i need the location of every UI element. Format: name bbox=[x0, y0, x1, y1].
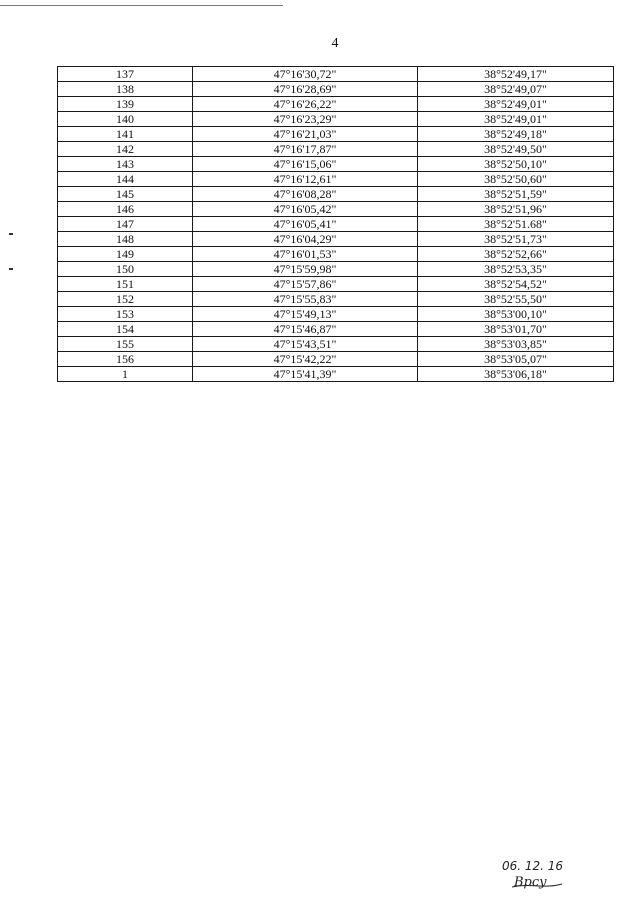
latitude-cell: 47°16'05,42" bbox=[193, 202, 418, 217]
latitude-cell: 47°16'15,06" bbox=[193, 157, 418, 172]
table-row bbox=[58, 187, 614, 202]
point-number-cell: 137 bbox=[58, 67, 193, 82]
latitude-cell: 47°16'05,41" bbox=[193, 217, 418, 232]
latitude-cell: 47°16'28,69" bbox=[193, 82, 418, 97]
table-row bbox=[58, 247, 614, 262]
table-row bbox=[58, 157, 614, 172]
table-row bbox=[58, 172, 614, 187]
latitude-cell: 47°16'12,61" bbox=[193, 172, 418, 187]
point-number-cell: 144 bbox=[58, 172, 193, 187]
signature-date: 06. 12. 16 bbox=[502, 859, 564, 873]
coordinates-table bbox=[57, 66, 614, 382]
longitude-cell: 38°53'05,07" bbox=[418, 352, 614, 367]
point-number-cell: 143 bbox=[58, 157, 193, 172]
table-row bbox=[58, 352, 614, 367]
point-number-cell: 155 bbox=[58, 337, 193, 352]
point-number-cell: 140 bbox=[58, 112, 193, 127]
longitude-cell: 38°52'53,35" bbox=[418, 262, 614, 277]
table-row bbox=[58, 82, 614, 97]
latitude-cell: 47°16'08,28" bbox=[193, 187, 418, 202]
longitude-cell: 38°52'51,59" bbox=[418, 187, 614, 202]
latitude-cell: 47°16'26,22" bbox=[193, 97, 418, 112]
table-row bbox=[58, 232, 614, 247]
point-number-cell: 139 bbox=[58, 97, 193, 112]
table-row bbox=[58, 292, 614, 307]
table-row bbox=[58, 262, 614, 277]
latitude-cell: 47°15'43,51" bbox=[193, 337, 418, 352]
point-number-cell: 150 bbox=[58, 262, 193, 277]
handwritten-signature bbox=[500, 856, 600, 890]
longitude-cell: 38°52'49,07" bbox=[418, 82, 614, 97]
table-row bbox=[58, 217, 614, 232]
table-row bbox=[58, 112, 614, 127]
longitude-cell: 38°52'51,96" bbox=[418, 202, 614, 217]
longitude-cell: 38°52'54,52" bbox=[418, 277, 614, 292]
latitude-cell: 47°16'21,03" bbox=[193, 127, 418, 142]
longitude-cell: 38°52'50,10" bbox=[418, 157, 614, 172]
table-row bbox=[58, 307, 614, 322]
table-row bbox=[58, 277, 614, 292]
table-row bbox=[58, 97, 614, 112]
point-number-cell: 149 bbox=[58, 247, 193, 262]
table-row bbox=[58, 367, 614, 382]
point-number-cell: 142 bbox=[58, 142, 193, 157]
longitude-cell: 38°52'49,17" bbox=[418, 67, 614, 82]
point-number-cell: 151 bbox=[58, 277, 193, 292]
margin-mark bbox=[9, 233, 13, 235]
latitude-cell: 47°15'42,22" bbox=[193, 352, 418, 367]
longitude-cell: 38°52'51.68" bbox=[418, 217, 614, 232]
longitude-cell: 38°52'49,01" bbox=[418, 112, 614, 127]
latitude-cell: 47°15'59,98" bbox=[193, 262, 418, 277]
latitude-cell: 47°15'55,83" bbox=[193, 292, 418, 307]
top-rule bbox=[0, 5, 283, 6]
latitude-cell: 47°16'23,29" bbox=[193, 112, 418, 127]
point-number-cell: 153 bbox=[58, 307, 193, 322]
point-number-cell: 148 bbox=[58, 232, 193, 247]
longitude-cell: 38°53'06,18" bbox=[418, 367, 614, 382]
point-number-cell: 1 bbox=[58, 367, 193, 382]
latitude-cell: 47°15'41,39" bbox=[193, 367, 418, 382]
table-row bbox=[58, 142, 614, 157]
latitude-cell: 47°16'17,87" bbox=[193, 142, 418, 157]
longitude-cell: 38°52'50,60" bbox=[418, 172, 614, 187]
latitude-cell: 47°15'46,87" bbox=[193, 322, 418, 337]
longitude-cell: 38°52'49,18" bbox=[418, 127, 614, 142]
table-row bbox=[58, 67, 614, 82]
table-row bbox=[58, 127, 614, 142]
longitude-cell: 38°53'03,85" bbox=[418, 337, 614, 352]
coordinates-table-body bbox=[58, 67, 614, 382]
longitude-cell: 38°53'01,70" bbox=[418, 322, 614, 337]
margin-mark bbox=[9, 268, 13, 270]
latitude-cell: 47°16'04,29" bbox=[193, 232, 418, 247]
longitude-cell: 38°52'49,50" bbox=[418, 142, 614, 157]
longitude-cell: 38°52'55,50" bbox=[418, 292, 614, 307]
point-number-cell: 152 bbox=[58, 292, 193, 307]
longitude-cell: 38°52'49,01" bbox=[418, 97, 614, 112]
latitude-cell: 47°16'01,53" bbox=[193, 247, 418, 262]
point-number-cell: 138 bbox=[58, 82, 193, 97]
point-number-cell: 156 bbox=[58, 352, 193, 367]
signature-initials: Врсу bbox=[514, 875, 547, 890]
table-row bbox=[58, 202, 614, 217]
longitude-cell: 38°52'52,66" bbox=[418, 247, 614, 262]
point-number-cell: 154 bbox=[58, 322, 193, 337]
page-number: 4 bbox=[331, 36, 339, 51]
latitude-cell: 47°15'57,86" bbox=[193, 277, 418, 292]
table-row bbox=[58, 322, 614, 337]
point-number-cell: 145 bbox=[58, 187, 193, 202]
longitude-cell: 38°53'00,10" bbox=[418, 307, 614, 322]
signature-drawing bbox=[500, 856, 600, 890]
point-number-cell: 146 bbox=[58, 202, 193, 217]
table-row bbox=[58, 337, 614, 352]
longitude-cell: 38°52'51,73" bbox=[418, 232, 614, 247]
latitude-cell: 47°15'49,13" bbox=[193, 307, 418, 322]
point-number-cell: 147 bbox=[58, 217, 193, 232]
point-number-cell: 141 bbox=[58, 127, 193, 142]
latitude-cell: 47°16'30,72" bbox=[193, 67, 418, 82]
